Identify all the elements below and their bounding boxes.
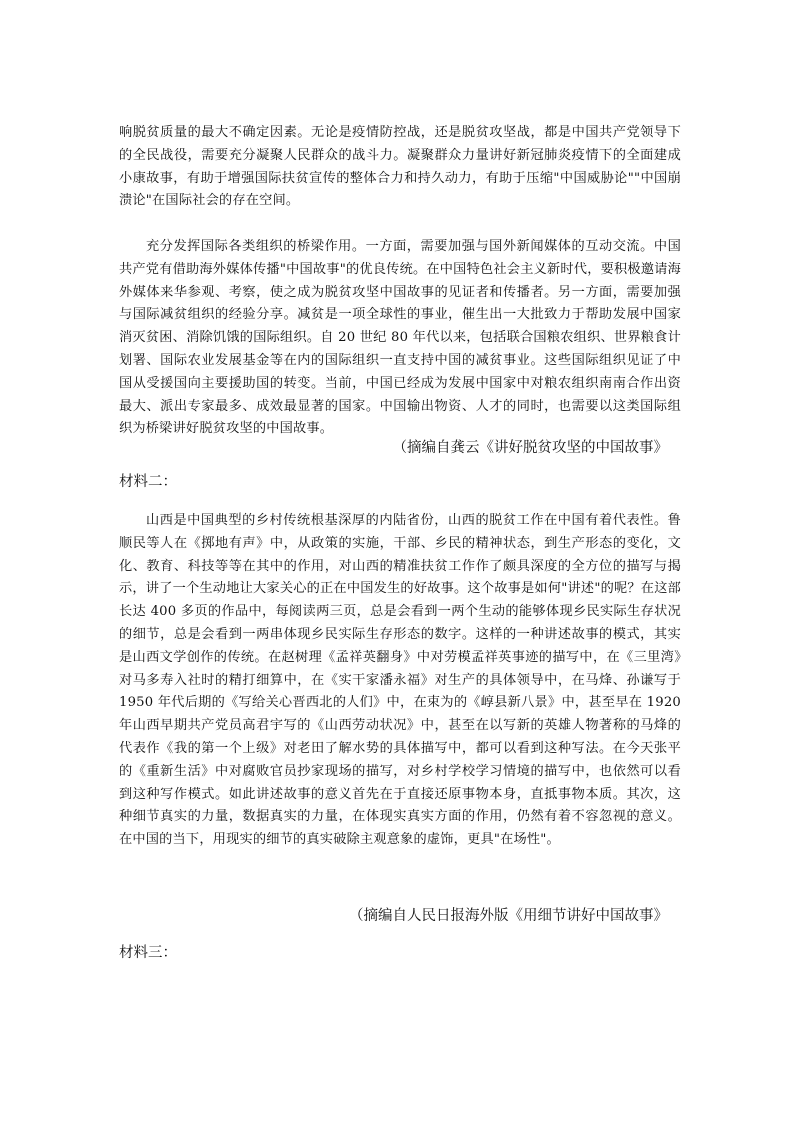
paragraph-continuation: 响脱贫质量的最大不确定因素。无论是疫情防控战，还是脱贫攻坚战，都是中国共产党领导下的全民战役，需要充分凝聚人民群众的战斗力。凝聚群众力量讲好新冠肺炎疫情下的全面建成小康故事，有助于增强国际扶贫宣传的整体合力和持久动力，有助于压缩"中国威胁论""中国崩溃论"在国际社会的存在空间。 bbox=[119, 125, 681, 209]
source-citation-2: （摘编自人民日报海外版《用细节讲好中国故事》 bbox=[349, 908, 668, 924]
source-citation-1: （摘编自龚云《讲好脱贫攻坚的中国故事》 bbox=[392, 440, 668, 456]
material-3-heading: 材料三： bbox=[119, 945, 177, 961]
paragraph-shanxi: 山西是中国典型的乡村传统根基深厚的内陆省份，山西的脱贫工作在中国有着代表性。鲁顺民等人在《掷地有声》中，从政策的实施，干部、乡民的精神状态，到生产形态的变化，文化、教育、科技等等在其中的作用，对山西的精准扶贫工作作了颇具深度的全方位的描写与揭示，讲了一个生动地让大家关心的正在中国发生的好故事。这个故事是如何"讲述"的呢？在这部长达 400 多页的作品中，每阅读两三页，总是会看到一两个生动的能够体现乡民实际生存状况的细节，总是会看到一两串体现乡民实际生存形态的数字。这样的一种讲述故事的模式，其实是山西文学创作的传统。在赵树理《孟祥英翻身》中对劳模孟祥英事迹的描写中，在《三里湾》对马多寿入社时的精打细算中，在《实干家潘永福》对生产的具体领导中，在马烽、孙谦写于 1950 年代后期的《写给关心晋西北的人们》中，在束为的《崞县新八景》中，甚至早在 1920 年山西早期共产党员高君宇写的《山西劳动状况》中，甚至在以写新的英雄人物著称的马烽的代表作《我的第一个上级》对老田了解水势的具体描写中，都可以看到这种写法。在今天张平的《重新生活》中对腐败官员抄家现场的描写，对乡村学校学习情境的描写中，也依然可以看到这种写作模式。如此讲述故事的意义首先在于直接还原事物本身，直抵事物本质。其次，这种细节真实的力量，数据真实的力量，在体现实真实方面的作用，仍然有着不容忽视的意义。在中国的当下，用现实的细节的真实破除主观意象的虚饰，更具"在场性"。 bbox=[119, 513, 681, 848]
material-2-heading: 材料二： bbox=[119, 474, 177, 490]
paragraph-bridge-role: 充分发挥国际各类组织的桥梁作用。一方面，需要加强与国外新闻媒体的互动交流。中国共产党有借助海外媒体传播"中国故事"的优良传统。在中国特色社会主义新时代，要积极邀请海外媒体来华参观、考察，使之成为脱贫攻坚中国故事的见证者和传播者。另一方面，需要加强与国际减贫组织的经验分享。减贫是一项全球性的事业，催生出一大批致力于帮助发展中国家消灭贫困、消除饥饿的国际组织。自 20 世纪 80 年代以来，包括联合国粮农组织、世界粮食计划署、国际农业发展基金等在内的国际组织一直支持中国的减贫事业。这些国际组织见证了中国从受援国向主要援助国的转变。当前，中国已经成为发展中国家中对粮农组织南南合作出资最大、派出专家最多、成效最显著的国家。中国输出物资、人才的同时，也需要以这类国际组织为桥梁讲好脱贫攻坚的中国故事。 bbox=[119, 239, 681, 437]
